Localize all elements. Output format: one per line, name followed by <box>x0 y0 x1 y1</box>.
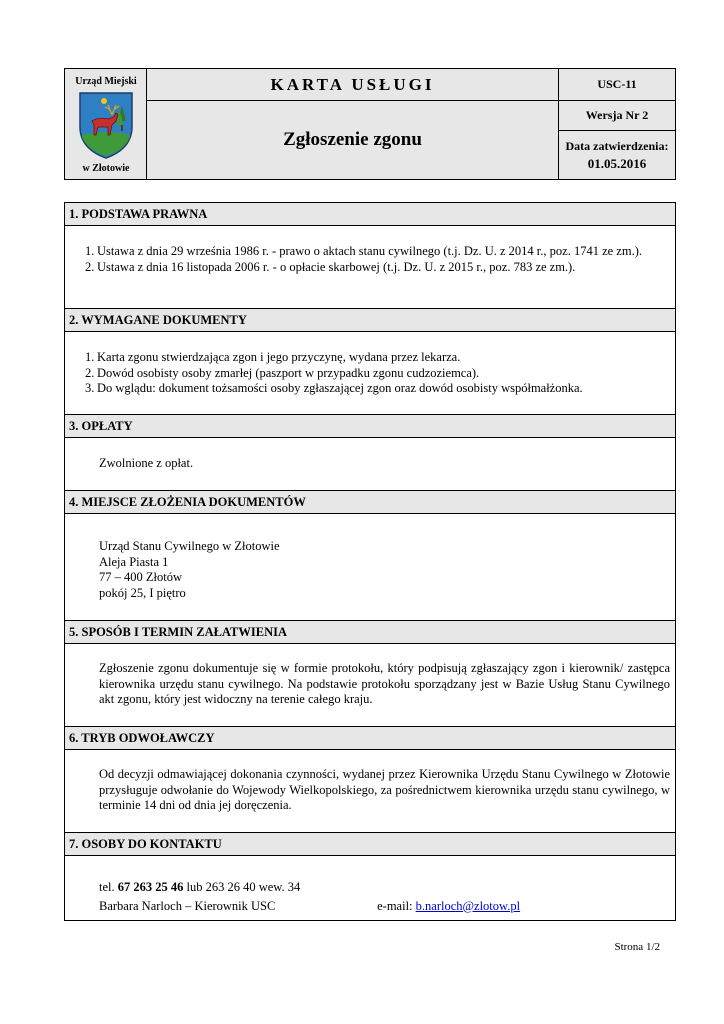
section-title: 6. TRYB ODWOŁAWCZY <box>65 727 675 750</box>
section-title: 2. WYMAGANE DOKUMENTY <box>65 309 675 332</box>
section-fees <box>64 414 676 491</box>
section-body <box>65 226 675 309</box>
address-office: Urząd Stanu Cywilnego w Złotowie <box>99 539 280 553</box>
contact-phone: tel. 67 263 25 46 lub 263 26 40 wew. 34 <box>99 880 301 894</box>
address-city: 77 – 400 Złotów <box>99 570 182 584</box>
section-required-documents <box>64 308 676 415</box>
coat-of-arms-icon <box>78 91 134 159</box>
section-title: 4. MIEJSCE ZŁOŻENIA DOKUMENTÓW <box>65 491 675 514</box>
appeal-text: Od decyzji odmawiającej dokonania czynności, wydanej przez Kierownika Urzędu Stanu Cywilnego w Złotowie przysługuje odwołanie do Wojewody Wielkopolskiego, za pośrednictwem kierownika urzędu stanu cywilnego, w terminie 14 dni od dnia jej doręczenia. <box>99 767 670 812</box>
section-title: 7. OSOBY DO KONTAKTU <box>65 833 675 856</box>
address-room: pokój 25, I piętro <box>99 585 186 600</box>
contact-person-line <box>99 899 670 915</box>
section-body <box>65 332 675 415</box>
service-title: Zgłoszenie zgonu <box>147 101 559 179</box>
header-table <box>64 68 676 180</box>
list-item: 1. Ustawa z dnia 29 września 1986 r. - prawo o aktach stanu cywilnego (t.j. Dz. U. z 2014 r., poz. 1741 ze zm.). <box>85 244 642 258</box>
section-title: 3. OPŁATY <box>65 415 675 438</box>
section-body <box>65 750 675 833</box>
section-procedure <box>64 620 676 727</box>
fees-text: Zwolnione z opłat. <box>99 456 194 470</box>
address-street: Aleja Piasta 1 <box>99 554 169 569</box>
section-body <box>65 514 675 621</box>
procedure-text: Zgłoszenie zgonu dokumentuje się w formie protokołu, który podpisują zgłaszający zgon i kierownik/ zastępca kierownika urzędu stanu cywilnego. Na podstawie protokołu sporządzany jest w Bazie Usług Stanu Cywilnego akt zgonu, który jest widoczny na terenie całego kraju. <box>99 661 670 706</box>
section-body <box>65 644 675 727</box>
list-item: 1. Karta zgonu stwierdzająca zgon i jego przyczynę, wydana przez lekarza. <box>85 350 461 364</box>
section-body <box>65 856 675 920</box>
approval-date: 01.05.2016 <box>587 155 647 171</box>
office-name-top: Urząd Miejski <box>75 76 137 87</box>
version: Wersja Nr 2 <box>559 101 675 131</box>
section-title: 1. PODSTAWA PRAWNA <box>65 203 675 226</box>
card-title: KARTA USŁUGI <box>147 69 559 101</box>
section-appeal <box>64 726 676 833</box>
office-name-bottom: w Złotowie <box>82 163 130 174</box>
list-item: 2. Dowód osobisty osoby zmarłej (paszport w przypadku zgonu cudzoziemca). <box>85 365 480 380</box>
section-contact <box>64 832 676 921</box>
email-link[interactable]: b.narloch@zlotow.pl <box>415 898 521 913</box>
phone-number: 67 263 25 46 <box>117 880 184 894</box>
section-body <box>65 438 675 491</box>
section-legal-basis <box>64 202 676 309</box>
approval-date-cell <box>559 131 675 179</box>
email-label: e-mail: <box>377 898 413 913</box>
list-item: 2. Ustawa z dnia 16 listopada 2006 r. - o opłacie skarbowej (t.j. Dz. U. z 2015 r., poz. 783 ze zm.). <box>85 259 576 274</box>
service-code: USC-11 <box>559 69 675 101</box>
section-title: 5. SPOSÓB I TERMIN ZAŁATWIENIA <box>65 621 675 644</box>
contact-person: Barbara Narloch – Kierownik USC <box>99 898 276 913</box>
list-item: 3. Do wglądu: dokument tożsamości osoby zgłaszającej zgon oraz dowód osobisty współmałżonka. <box>85 381 583 395</box>
logo-cell <box>65 69 147 179</box>
page-number: Strona 1/2 <box>614 941 660 953</box>
approval-label: Data zatwierdzenia: <box>565 138 669 153</box>
section-submission-place <box>64 490 676 621</box>
